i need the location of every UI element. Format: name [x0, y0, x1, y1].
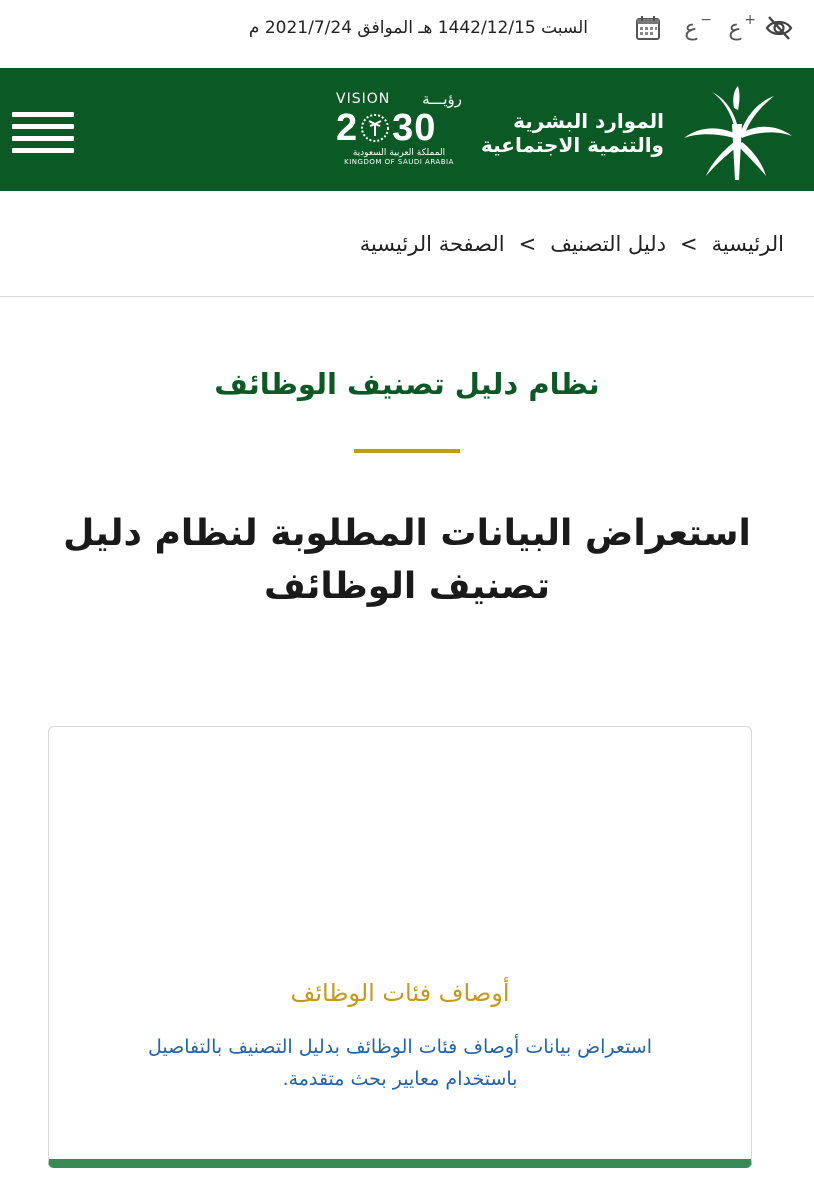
accessibility-tools	[634, 8, 794, 48]
ministry-name-line2: والتنمية الاجتماعية	[481, 133, 664, 157]
vision-kingdom-en: KINGDOM OF SAUDI ARABIA	[344, 158, 454, 166]
page-heading	[57, 507, 757, 613]
page-heading-line1: استعراض البيانات المطلوبة لنظام دليل	[63, 513, 751, 554]
ministry-name	[481, 109, 664, 157]
site-header	[0, 68, 814, 191]
palm-emblem-icon	[359, 112, 391, 144]
font-decrease-icon[interactable]	[676, 11, 712, 41]
font-decrease-sign: −	[700, 11, 712, 28]
font-increase-icon[interactable]	[720, 11, 756, 41]
font-decrease-letter: ع	[684, 15, 698, 41]
breadcrumb-home[interactable]: الرئيسية	[711, 231, 784, 256]
font-increase-sign: +	[744, 11, 756, 28]
page-heading-line2: تصنيف الوظائف	[263, 566, 551, 607]
vision-2030-logo	[336, 90, 462, 174]
vision-kingdom-ar: المملكة العربية السعودية	[352, 148, 446, 158]
top-utility-bar	[0, 0, 814, 68]
calendar-icon[interactable]	[634, 14, 662, 42]
vision-ar-label: رؤيـــة	[422, 90, 462, 108]
eye-off-icon[interactable]	[764, 13, 794, 43]
section-title: نظام دليل تصنيف الوظائف	[214, 367, 600, 401]
ministry-logo-link[interactable]	[481, 84, 798, 182]
card-description-line2: باستخدام معايير بحث متقدمة.	[282, 1068, 518, 1090]
card-description	[109, 1031, 691, 1095]
breadcrumb	[0, 191, 814, 297]
card-description-line1: استعراض بيانات أوصاف فئات الوظائف بدليل التصنيف بالتفاصيل	[147, 1036, 653, 1058]
ministry-name-line1: الموارد البشرية	[513, 109, 664, 133]
ministry-emblem-icon	[676, 84, 798, 182]
breadcrumb-classification-guide[interactable]: دليل التصنيف	[550, 231, 667, 256]
card-title: أوصاف فئات الوظائف	[290, 979, 510, 1007]
job-category-descriptions-card[interactable]	[48, 726, 752, 1168]
breadcrumb-separator: >	[680, 231, 698, 256]
vision-en-label: VISION	[336, 91, 391, 107]
vision-year-left: 2	[336, 107, 359, 149]
current-date: السبت 1442/12/15 هـ الموافق 2021/7/24 م	[248, 18, 588, 38]
title-divider	[354, 449, 460, 453]
font-increase-letter: ع	[728, 15, 742, 41]
breadcrumb-separator: >	[518, 231, 537, 256]
vision-year-right: 30	[392, 107, 437, 149]
breadcrumb-current: الصفحة الرئيسية	[359, 231, 505, 256]
menu-icon[interactable]	[12, 112, 74, 148]
